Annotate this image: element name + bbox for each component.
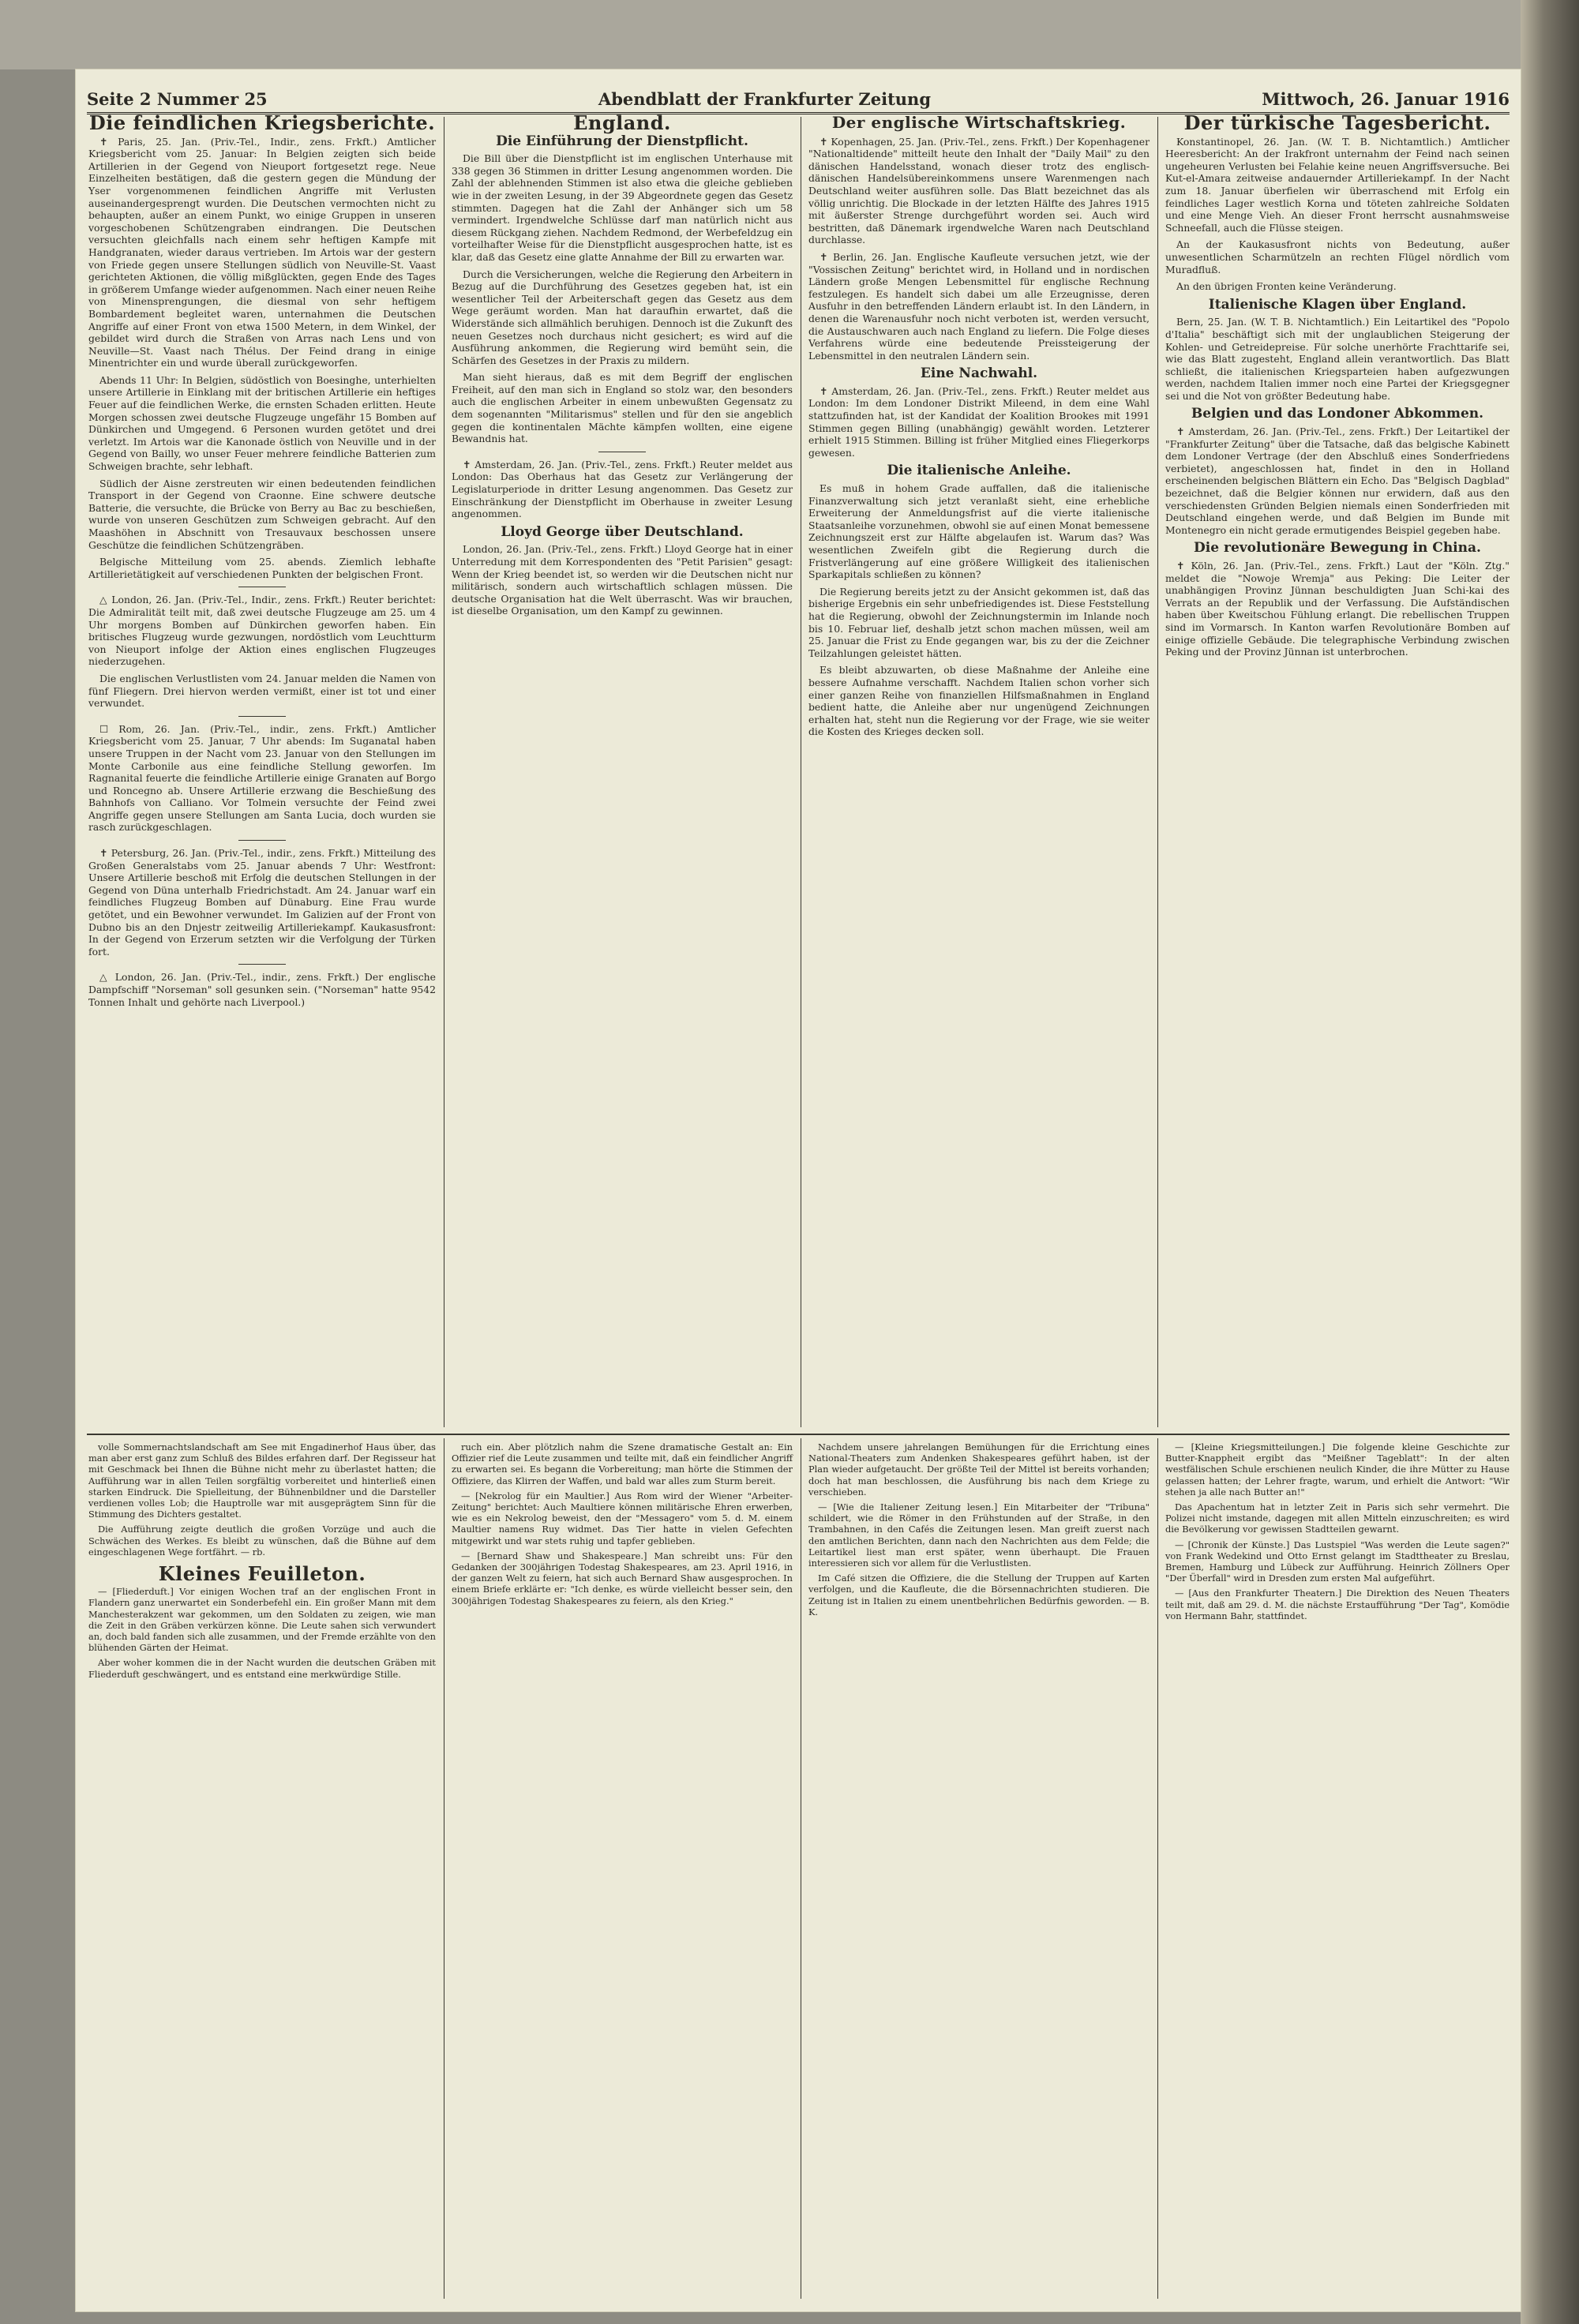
article-paragraph: ✝ Amsterdam, 26. Jan. (Priv.-Tel., zens. Frkft.) Reuter meldet aus London: Das Oberhaus hat das Gesetz zur Verlängerung der Legislaturperiode in dritter Lesung angenommen. Das Gesetz zur Einschränkung der Dienstpflicht im Oberhause in zweiter Lesung angenommen.	[452, 458, 793, 520]
column-england	[452, 111, 793, 622]
article-subheading: Belgien und das Londoner Abkommen.	[1191, 406, 1484, 422]
newspaper-page	[76, 69, 1521, 2311]
article-paragraph: Es bleibt abzuwarten, ob diese Maßnahme der Anleihe eine bessere Aufnahme verschafft. Nachdem Italien schon vorher sich einer ganzen Reihe von finanziellen Hilfsmaßnahmen in England bedient hatte, die Anleihe aber nur ungenügend Zeichnungen erhalten hat, steht nun die Regierung vor der Frage, wie sie weiter die Kosten des Krieges decken soll.	[808, 664, 1150, 738]
feuilleton-column-1	[88, 1441, 436, 1684]
feuilleton-paragraph: — [Bernard Shaw und Shakespeare.] Man schreibt uns: Für den Gedanken der 300jährigen Todestag Shakespeares, am 23. April 1916, in der ganzen Welt zu feiern, hat sich auch Bernard Shaw ausgesprochen. In einem Briefe erklärte er: "Ich denke, es würde vielleicht besser sein, den 300jährigen Todestag Shakespeares zu feiern, als den Krieg."	[452, 1550, 793, 1606]
article-paragraph: Die Bill über die Dienstpflicht ist im englischen Unterhause mit 338 gegen 36 Stimmen in dritter Lesung angenommen worden. Die Zahl der ablehnenden Stimmen ist also etwa die gleiche geblieben wie in der zweiten Lesung, in der 39 Abgeordnete gegen das Gesetz stimmten. Dagegen hat die Zahl der Anhänger sich um 58 vermindert. Irgendwelche Schlüsse darf man natürlich nicht aus diesem Rückgang ziehen. Nachdem Redmond, der Werbefeldzug ein vorteilhafter Weise für die Dienstpflicht ausgesprochen hatte, ist es klar, daß das Gesetz eine glatte Annahme der Bill zu erwarten war.	[452, 152, 793, 263]
feuilleton-paragraph: — [Nekrolog für ein Maultier.] Aus Rom wird der Wiener "Arbeiter-Zeitung" berichtet: Auch Maultiere können militärische Ehren erwerben, wie es ein Nekrolog beweist, den der "Messagero" vom 5. d. M. einem Maultier namens Ruy widmet. Das Tier hatte in vielen Gefechten mitgewirkt und war stets ruhig und tapfer geblieben.	[452, 1490, 793, 1546]
article-paragraph: ✝ Köln, 26. Jan. (Priv.-Tel., zens. Frkft.) Laut der "Köln. Ztg." meldet die "Nowoje Wremja" aus Peking: Die Leiter der unabhängigen Provinz Jünnan beschuldigten Juan Schi-kai des Verrats an der Republik und der Verfassung. Die Aufständischen haben über Kweitschou Fühlung erlangt. Die rebellischen Truppen sind im Vormarsch. In Kanton warfen Revolutionäre Bomben auf einige offizielle Gebäude. Die telegraphische Verbindung zwischen Peking und der Provinz Jünnan ist unterbrochen.	[1165, 560, 1510, 658]
article-paragraph: Südlich der Aisne zerstreuten wir einen bedeutenden feindlichen Transport in der Gegend von Craonne. Eine schwere deutsche Batterie, die versuchte, die Brücke von Berry au Bac zu beschießen, wurde von unseren Geschützen zum Schweigen gebracht. Auf den Maashöhen in Abschnitt von Tresauvaux beschossen unsere Geschütze die feindlichen Schützengräben.	[88, 477, 436, 551]
article-paragraph: ✝ Paris, 25. Jan. (Priv.-Tel., Indir., zens. Frkft.) Amtlicher Kriegsbericht vom 25. Januar: In Belgien zeigten sich beide Artillerien in der Gegend von Nieuport fortgesetzt rege. Neue Einzelheiten bestätigen, daß die gestern gegen die Mündung der Yser vorgenommenen feindlichen Angriffe mit Verlusten auseinandergesprengt wurden. Die Deutschen vermochten nicht zu behaupten, außer an einem Punkt, wo einige Gruppen in unseren vorgeschobenen Schützengraben eindrangen. Die Deutschen versuchten gleichfalls nach einem sehr heftigen Kampfe mit Handgranaten, wieder daraus vertrieben. Im Artois war der gestern von Friede gegen unsere Stellungen südlich von Neuville-St. Vaast gerichteten Aktionen, die völlig mißglückten, gegen Ende des Tages in größerem Umfange wieder aufgenommen. Nach einer neuen Reihe von Minensprengungen, die diesmal von sehr heftigem Bombardement begleitet waren, unternahmen die Deutschen Angriffe auf einer Front von etwa 1500 Metern, in dem Winkel, der gebildet wird durch die Straßen von Arras nach Lens und von Neuville—St. Vaast nach Thélus. Der Feind drang in einige Minentrichter ein und wurde überall zurückgeworfen.	[88, 135, 436, 369]
article-paragraph: ✝ Kopenhagen, 25. Jan. (Priv.-Tel., zens. Frkft.) Der Kopenhagener "Nationaltidende" mitteilt heute den Inhalt der "Daily Mail" zu den dänischen Handelsstand, wonach dieser trotz des englisch-dänischen Handelsübereinkommens unsere Warenmengen nach Deutschland weiter ausführen solle. Das Blatt bezeichnet das als völlig unrichtig. Die Blockade in der letzten Hälfte des Jahres 1915 mit äußerster Strenge durchgeführt worden sei. Auch wird bestritten, daß Dänemark irgendwelche Waren nach Deutschland durchlasse.	[808, 135, 1150, 246]
column-rule	[1157, 117, 1158, 1427]
article-paragraph: Bern, 25. Jan. (W. T. B. Nichtamtlich.) Ein Leitartikel des "Popolo d'Italia" beschäftigt sich mit der unglaublichen Steigerung der Kohlen- und Getreidepreise. Für solche unerhörte Frachttarife sei, wie das Blatt zugesteht, England allein verantwortlich. Das Blatt schließt, die italienischen Kriegsparteien haben aufgezwungen werden, nachdem Italien immer noch eine Partei der Kriegsgegner sei und die Not von größter Bedeutung habe.	[1165, 316, 1510, 402]
article-paragraph: London, 26. Jan. (Priv.-Tel., zens. Frkft.) Lloyd George hat in einer Unterredung mit dem Korrespondenten des "Petit Parisien" gesagt: Wenn der Krieg beendet ist, so werden wir die Deutschen nicht nur militärisch, sondern auch wirtschaftlich schlagen müssen. Die deutsche Organisation hat die Welt überrascht. Was wir brauchen, ist dieselbe Organisation, um den Kampf zu gewinnen.	[452, 543, 793, 617]
feuilleton-paragraph: — [Fliederduft.] Vor einigen Wochen traf an der englischen Front in Flandern ganz unerwartet ein Sonderbefehl ein. Ein großer Mann mit dem Manchesterakzent war gekommen, um den Soldaten zu zeigen, wie man die Zeit in den Gräben verkürzen könne. Die Leute sahen sich verwundert an, doch bald fanden sich alle zusammen, und der Fremde erzählte von den blühenden Gärten der Heimat.	[88, 1586, 436, 1654]
feuilleton-paragraph: Aber woher kommen die in der Nacht wurden die deutschen Gräben mit Fliederduft geschwängert, und es entstand eine merkwürdige Stille.	[88, 1657, 436, 1680]
article-paragraph: Man sieht hieraus, daß es mit dem Begriff der englischen Freiheit, auf den man sich in England so stolz war, den besonders auch die englischen Arbeiter in einem unbewußten Gegensatz zu dem sogenannten "Militarismus" stellen und für den sie angeblich gegen die kontinentalen Mächte kämpfen wollten, eine eigene Bewandnis hat.	[452, 371, 793, 445]
column-economic-war	[808, 113, 1150, 743]
separator	[238, 964, 286, 965]
article-subheading: Die Einführung der Dienstpflicht.	[496, 133, 748, 149]
article-paragraph: ✝ Berlin, 26. Jan. Englische Kaufleute versuchen jetzt, wie der "Vossischen Zeitung" berichtet wird, in Holland und in nordischen Ländern große Mengen Lebensmittel für englische Rechnung festzulegen. Es handelt sich dabei um alle Erzeugnisse, deren Ausfuhr in den betreffenden Ländern erlaubt ist. In den Ländern, in denen die Warenausfuhr noch nicht verboten ist, werden versucht, die Austauschwaren auch nach England zu liefern. Die Folge dieses Verfahrens würde eine bedeutende Preissteigerung der Lebensmittel in den neutralen Ländern sein.	[808, 250, 1150, 362]
feuilleton-paragraph: ruch ein. Aber plötzlich nahm die Szene dramatische Gestalt an: Ein Offizier rief die Leute zusammen und teilte mit, daß ein feindlicher Angriff zu erwarten sei. Es begann die Vorbereitung; man hörte die Stimmen der Offiziere, das Klirren der Waffen, und bald war alles zum Sturm bereit.	[452, 1441, 793, 1486]
article-paragraph: ✝ Amsterdam, 26. Jan. (Priv.-Tel., zens. Frkft.) Der Leitartikel der "Frankfurter Zeitung" über die Tatsache, daß das belgische Kabinett dem Londoner Vertrage (der den Abschluß eines Sonderfriedens verbietet), angeschlossen hat, findet in den in Holland erscheinenden belgischen Blättern ein Echo. Das "Belgisch Dagblad" bezeichnet, daß die Belgier können nur erwidern, daß aus den verschiedensten Gründen Belgien niemals einen Sonderfrieden mit Deutschland eingehen werde, und daß Belgien im Bunde mit Montenegro ein nicht gerade ermutigendes Beispiel gegeben habe.	[1165, 425, 1510, 536]
article-subheading: Lloyd George über Deutschland.	[501, 523, 744, 540]
article-subheading: Italienische Klagen über England.	[1208, 296, 1467, 313]
feuilleton-paragraph: — [Aus den Frankfurter Theatern.] Die Direktion des Neuen Theaters teilt mit, daß am 29. d. M. die nächste Erstaufführung "Der Tag", Komödie von Hermann Bahr, stattfindet.	[1165, 1587, 1510, 1621]
feuilleton-paragraph: — [Chronik der Künste.] Das Lustspiel "Was werden die Leute sagen?" von Frank Wedekind und Otto Ernst gelangt im Stadttheater zu Breslau, Bremen, Hamburg und Lübeck zur Aufführung. Heinrich Zöllners Oper "Der Überfall" wird in Dresden zum ersten Mal aufgeführt.	[1165, 1539, 1510, 1584]
article-paragraph: Es muß in hohem Grade auffallen, daß die italienische Finanzverwaltung sich jetzt veranlaßt sieht, eine erhebliche Erweiterung der Anmeldungsfrist auf die vierte italienische Staatsanleihe vorzunehmen, obwohl sie auf einen Monat bemessene Zeichnungszeit erst zur Hälfte abgelaufen ist. Warum das? Was wesentlichen Zweifeln gibt die Regierung durch die Fristverlängerung auf eine größere Willigkeit des italienischen Sparkapitals schließen zu können?	[808, 482, 1150, 581]
feuilleton-paragraph: Die Aufführung zeigte deutlich die großen Vorzüge und auch die Schwächen des Werkes. Es bleibt zu wünschen, daß die Bühne auf dem eingeschlagenen Wege fortfährt. — rb.	[88, 1524, 436, 1557]
feuilleton-heading: Kleines Feuilleton.	[158, 1562, 366, 1586]
feuilleton-paragraph: Das Apachentum hat in letzter Zeit in Paris sich sehr vermehrt. Die Polizei nicht imstande, dagegen mit allen Mitteln einzuschreiten; es wird die Bevölkerung vor gewissen Stadtteilen gewarnt.	[1165, 1501, 1510, 1535]
article-paragraph: Konstantinopel, 26. Jan. (W. T. B. Nichtamtlich.) Amtlicher Heeresbericht: An der Irakfront unternahm der Feind nach seinen ungeheuren Verlusten bei Felahie keine neuen Angriffsversuche. Bei Kut-el-Amara zeitweise andauernder Artilleriekampf. In der Nacht zum 18. Januar überfielen wir überraschend mit Erfolg ein feindliches Lager westlich Korna und töteten zahlreiche Soldaten und eine Menge Vieh. An dieser Front herrscht ausnahmsweise Schneefall, auch die Flüsse steigen.	[1165, 135, 1510, 234]
column-rule	[1157, 1438, 1158, 2299]
column-enemy-reports	[88, 111, 436, 1013]
article-heading: Der englische Wirtschaftskrieg.	[831, 113, 1127, 132]
separator	[238, 840, 286, 841]
article-heading: Die feindlichen Kriegsberichte.	[88, 111, 436, 134]
feuilleton-divider	[87, 1434, 1510, 1435]
article-paragraph: Durch die Versicherungen, welche die Regierung den Arbeitern in Bezug auf die Durchführung des Gesetzes gegeben hat, ist ein wesentlicher Teil der Arbeiterschaft gegen das Gesetz aus dem Wege geräumt worden. Man hat daraufhin erwartet, daß die Widerstände sich allmählich beruhigen. Dennoch ist die Zukunft des neuen Gesetzes noch durchaus nicht gesichert; es wird auf die Ausführung ankommen, die Regierung wird bemüht sein, die Schärfen des Gesetzes in der Praxis zu mildern.	[452, 268, 793, 366]
book-binding	[1521, 0, 1579, 2324]
article-heading: England.	[573, 111, 671, 134]
masthead	[87, 81, 1510, 114]
article-heading: Der türkische Tagesbericht.	[1183, 111, 1491, 134]
article-paragraph: ✝ Petersburg, 26. Jan. (Priv.-Tel., indir., zens. Frkft.) Mitteilung des Großen Generalstabs vom 25. Januar abends 7 Uhr: Westfront: Unsere Artillerie beschoß mit Erfolg die deutschen Stellungen in der Gegend von Düna unterhalb Friedrichstadt. Am 24. Januar warf ein feindliches Flugzeug Bomben auf Dünaburg. Eine Frau wurde getötet, und ein Bewohner verwundet. Im Galizien auf der Front von Dubno bis an den Dnjestr zeitweilig Artilleriekampf. Kaukasusfront: In der Gegend von Erzerum setzten wir die Verfolgung der Türken fort.	[88, 847, 436, 958]
article-subheading: Eine Nachwahl.	[920, 365, 1038, 382]
feuilleton-paragraph: — [Wie die Italiener Zeitung lesen.] Ein Mitarbeiter der "Tribuna" schildert, wie die Römer in den Frühstunden auf der Straße, in den Trambahnen, in den Cafés die Zeitungen lesen. Man greift zuerst nach den amtlichen Berichten, dann nach den Nachrichten aus dem Felde; die Leitartikel liest man erst später, wenn überhaupt. Die Frauen interessieren sich vor allem für die Verlustlisten.	[808, 1501, 1150, 1569]
article-paragraph: An den übrigen Fronten keine Veränderung.	[1176, 280, 1397, 293]
article-paragraph: △ London, 26. Jan. (Priv.-Tel., Indir., zens. Frkft.) Reuter berichtet: Die Admiralität teilt mit, daß zwei deutsche Flugzeuge am 25. um 4 Uhr morgens Bomben auf Dünkirchen geworfen haben. Ein britisches Flugzeug wurde gezwungen, nordöstlich vom Leuchtturm von Nieuport infolge der Aktion eines englischen Flugzeuges niederzugehen.	[88, 594, 436, 668]
feuilleton-paragraph: volle Sommernachtslandschaft am See mit Engadinerhof Haus über, das man aber erst ganz zum Schluß des Bildes erfahren darf. Der Regisseur hat mit Geschmack bei Ihnen die Bühne nicht mehr zu überlastet hatten; die Aufführung war in allen Teilen sorgfältig vorbereitet und hinterließ einen starken Eindruck. Die Spielleitung, der Bühnenbildner und die Darsteller verdienen volles Lob; die Hauptrolle war mit ausgeprägtem Sinn für die Stimmung des Dichters gestaltet.	[88, 1441, 436, 1520]
article-subheading: Die italienische Anleihe.	[887, 463, 1071, 479]
feuilleton-column-2	[452, 1441, 793, 1610]
article-paragraph: Die englischen Verlustlisten vom 24. Januar melden die Namen von fünf Fliegern. Drei hiervon werden vermißt, einer ist tot und einer verwundet.	[88, 672, 436, 710]
article-paragraph: Belgische Mitteilung vom 25. abends. Ziemlich lebhafte Artillerietätigkeit auf verschiedenen Punkten der belgischen Front.	[88, 556, 436, 580]
feuilleton-column-3	[808, 1441, 1150, 1621]
feuilleton-paragraph: — [Kleine Kriegsmitteilungen.] Die folgende kleine Geschichte zur Butter-Knappheit ergibt das "Meißner Tageblatt": In der alten westfälischen Schule erschienen neulich Kinder, die ihre Mütter zu Hause gelassen hatten; der Lehrer fragte, warum, und erhielt die Antwort: "Wir stehen ja alle nach Butter an!"	[1165, 1441, 1510, 1497]
article-paragraph: An der Kaukasusfront nichts von Bedeutung, außer unwesentlichen Scharmützeln an rechten Flügel nördlich vom Muradfluß.	[1165, 238, 1510, 276]
feuilleton-paragraph: Im Café sitzen die Offiziere, die die Stellung der Truppen auf Karten verfolgen, und die Kaufleute, die die Börsennachrichten studieren. Die Zeitung ist in Italien zu einem unentbehrlichen Bedürfnis geworden. — B. K.	[808, 1572, 1150, 1617]
separator	[238, 716, 286, 717]
page-number: Seite 2 Nummer 25	[87, 89, 268, 109]
column-turkish-report	[1165, 111, 1510, 663]
article-paragraph: ✝ Amsterdam, 26. Jan. (Priv.-Tel., zens. Frkft.) Reuter meldet aus London: Im dem Londoner Distrikt Mileend, in dem eine Wahl stattzufinden hat, ist der Kandidat der Koalition Brookes mit 1991 Stimmen gegen Billing (unabhängig) gewählt worden. Letzterer erhielt 1915 Stimmen. Billing ist früher Mitglied eines Fliegerkorps gewesen.	[808, 384, 1150, 459]
feuilleton-column-4	[1165, 1441, 1510, 1625]
article-paragraph: △ London, 26. Jan. (Priv.-Tel., indir., zens. Frkft.) Der englische Dampfschiff "Norseman" soll gesunken sein. ("Norseman" hatte 9542 Tonnen Inhalt und gehörte nach Liverpool.)	[88, 971, 436, 1008]
page-background-top	[0, 0, 1579, 69]
article-paragraph: ☐ Rom, 26. Jan. (Priv.-Tel., indir., zens. Frkft.) Amtlicher Kriegsbericht vom 25. Januar, 7 Uhr abends: Im Suganatal haben unsere Truppen in der Nacht vom 23. Januar von den Stellungen im Monte Carbonile aus eine feindliche Stellung geworfen. Im Ragnanital feuerte die feindliche Artillerie einige Granaten auf Borgo und Roncegno ab. Unsere Artillerie erzwang die Beschießung des Bahnhofs von Calliano. Vor Tolmein versuchte der Feind zwei Angriffe gegen unsere Stellungen am Santa Lucia, doch wurden sie rasch zurückgeschlagen.	[88, 722, 436, 834]
feuilleton-paragraph: Nachdem unsere jahrelangen Bemühungen für die Errichtung eines National-Theaters zum Andenken Shakespeares geführt haben, ist der Plan wieder aufgetaucht. Der größte Teil der Mittel ist bereits vorhanden; doch hat man beschlossen, die Ausführung bis nach dem Kriege zu verschieben.	[808, 1441, 1150, 1497]
article-subheading: Die revolutionäre Bewegung in China.	[1194, 540, 1481, 557]
issue-date: Mittwoch, 26. Januar 1916	[1262, 89, 1510, 109]
article-paragraph: Die Regierung bereits jetzt zu der Ansicht gekommen ist, daß das bisherige Ergebnis ein sehr unbefriedigendes ist. Diese Feststellung hat die Regierung, obwohl der Zeichnungstermin im Inlande noch bis 10. Februar lief, deshalb jetzt schon machen müssen, weil am 25. Januar die Frist zu Ende gegangen war, bis zu der die Zeichner Teilzahlungen geleistet hätten.	[808, 585, 1150, 659]
article-paragraph: Abends 11 Uhr: In Belgien, südöstlich von Boesinghe, unterhielten unsere Artillerie in Einklang mit der britischen Artillerie ein heftiges Feuer auf die feindlichen Werke, die ernsten Schaden erlitten. Heute Morgen schossen zwei deutsche Flugzeuge ungefähr 15 Bomben auf Dünkirchen und Umgegend. 6 Personen wurden getötet und drei verletzt. Im Artois war die Kanonade östlich von Neuville und in der Gegend von Bailly, wo unser Feuer mehrere feindliche Batterien zum Schweigen brachte, sehr lebhaft.	[88, 373, 436, 473]
paper-title: Abendblatt der Frankfurter Zeitung	[598, 89, 932, 109]
